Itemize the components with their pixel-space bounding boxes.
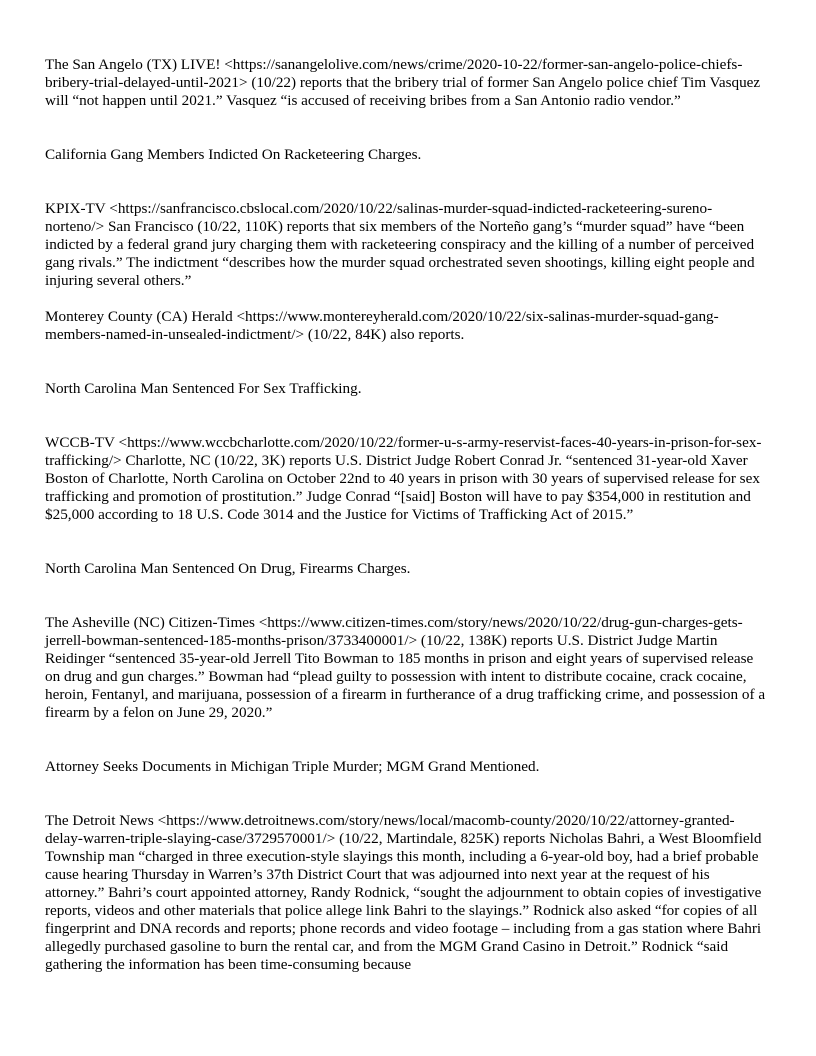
document-page xyxy=(45,56,771,974)
section-headline-nc-drug-firearms: North Carolina Man Sentenced On Drug, Firearms Charges. xyxy=(45,560,411,577)
article-paragraph-detroit-news: The Detroit News <https://www.detroitnews.com/story/news/local/macomb-county/2020/10/22/attorney-granted-delay-warren-triple-slaying-case/3729570001/> (10/22, Martindale, 825K) reports Nicholas Bahri, a West Bloomfield Township man “charged in three execution-style slayings this month, including a 6-year-old boy, had a brief probable cause hearing Thursday in Warren’s 37th District Court that was adjourned into next year at the request of his attorney.” Bahri’s court appointed attorney, Randy Rodnick, “sought the adjournment to obtain copies of investigative reports, videos and other materials that police allege link Bahri to the slayings.” Rodnick also asked “for copies of all fingerprint and DNA records and reports; phone records and video footage – including from a gas station where Bahri allegedly purchased gasoline to burn the rental car, and from the MGM Grand Casino in Detroit.” Rodnick “said gathering the information has been time-consuming because xyxy=(45,812,762,973)
section-headline-michigan-triple-murder: Attorney Seeks Documents in Michigan Triple Murder; MGM Grand Mentioned. xyxy=(45,758,540,775)
article-paragraph-monterey: Monterey County (CA) Herald <https://www.montereyherald.com/2020/10/22/six-salinas-murder-squad-gang-members-named-in-unsealed-indictment/> (10/22, 84K) also reports. xyxy=(45,308,719,343)
article-paragraph-kpix: KPIX-TV <https://sanfrancisco.cbslocal.com/2020/10/22/salinas-murder-squad-indicted-racketeering-sureno-norteno/> San Francisco (10/22, 110K) reports that six members of the Norteño gang’s “murder squad” have “been indicted by a federal grand jury charging them with racketeering conspiracy and the killing of a number of perceived gang rivals.” The indictment “describes how the murder squad orchestrated seven shootings, killing eight people and injuring several others.” xyxy=(45,200,755,289)
article-paragraph-san-angelo: The San Angelo (TX) LIVE! <https://sanangelolive.com/news/crime/2020-10-22/former-san-angelo-police-chiefs-bribery-trial-delayed-until-2021> (10/22) reports that the bribery trial of former San Angelo police chief Tim Vasquez will “not happen until 2021.” Vasquez “is accused of receiving bribes from a San Antonio radio vendor.” xyxy=(45,56,761,109)
article-paragraph-asheville: The Asheville (NC) Citizen-Times <https://www.citizen-times.com/story/news/2020/10/22/drug-gun-charges-gets-jerrell-bowman-sentenced-185-months-prison/3733400001/> (10/22, 138K) reports U.S. District Judge Martin Reidinger “sentenced 35-year-old Jerrell Tito Bowman to 185 months in prison and eight years of supervised release on drug and gun charges.” Bowman had “plead guilty to possession with intent to distribute cocaine, crack cocaine, heroin, Fentanyl, and marijuana, possession of a firearm in furtherance of a drug trafficking crime, and possession of a firearm by a felon on June 29, 2020.” xyxy=(45,614,766,721)
article-paragraph-wccb: WCCB-TV <https://www.wccbcharlotte.com/2020/10/22/former-u-s-army-reservist-faces-40-years-in-prison-for-sex-trafficking/> Charlotte, NC (10/22, 3K) reports U.S. District Judge Robert Conrad Jr. “sentenced 31-year-old Xaver Boston of Charlotte, North Carolina on October 22nd to 40 years in prison with 30 years of supervised release for sex trafficking and promotion of prostitution.” Judge Conrad “[said] Boston will have to pay $354,000 in restitution and $25,000 according to 18 U.S. Code 3014 and the Justice for Victims of Trafficking Act of 2015.” xyxy=(45,434,762,523)
section-headline-california-gang: California Gang Members Indicted On Racketeering Charges. xyxy=(45,146,422,163)
section-headline-nc-sex-trafficking: North Carolina Man Sentenced For Sex Trafficking. xyxy=(45,380,362,397)
